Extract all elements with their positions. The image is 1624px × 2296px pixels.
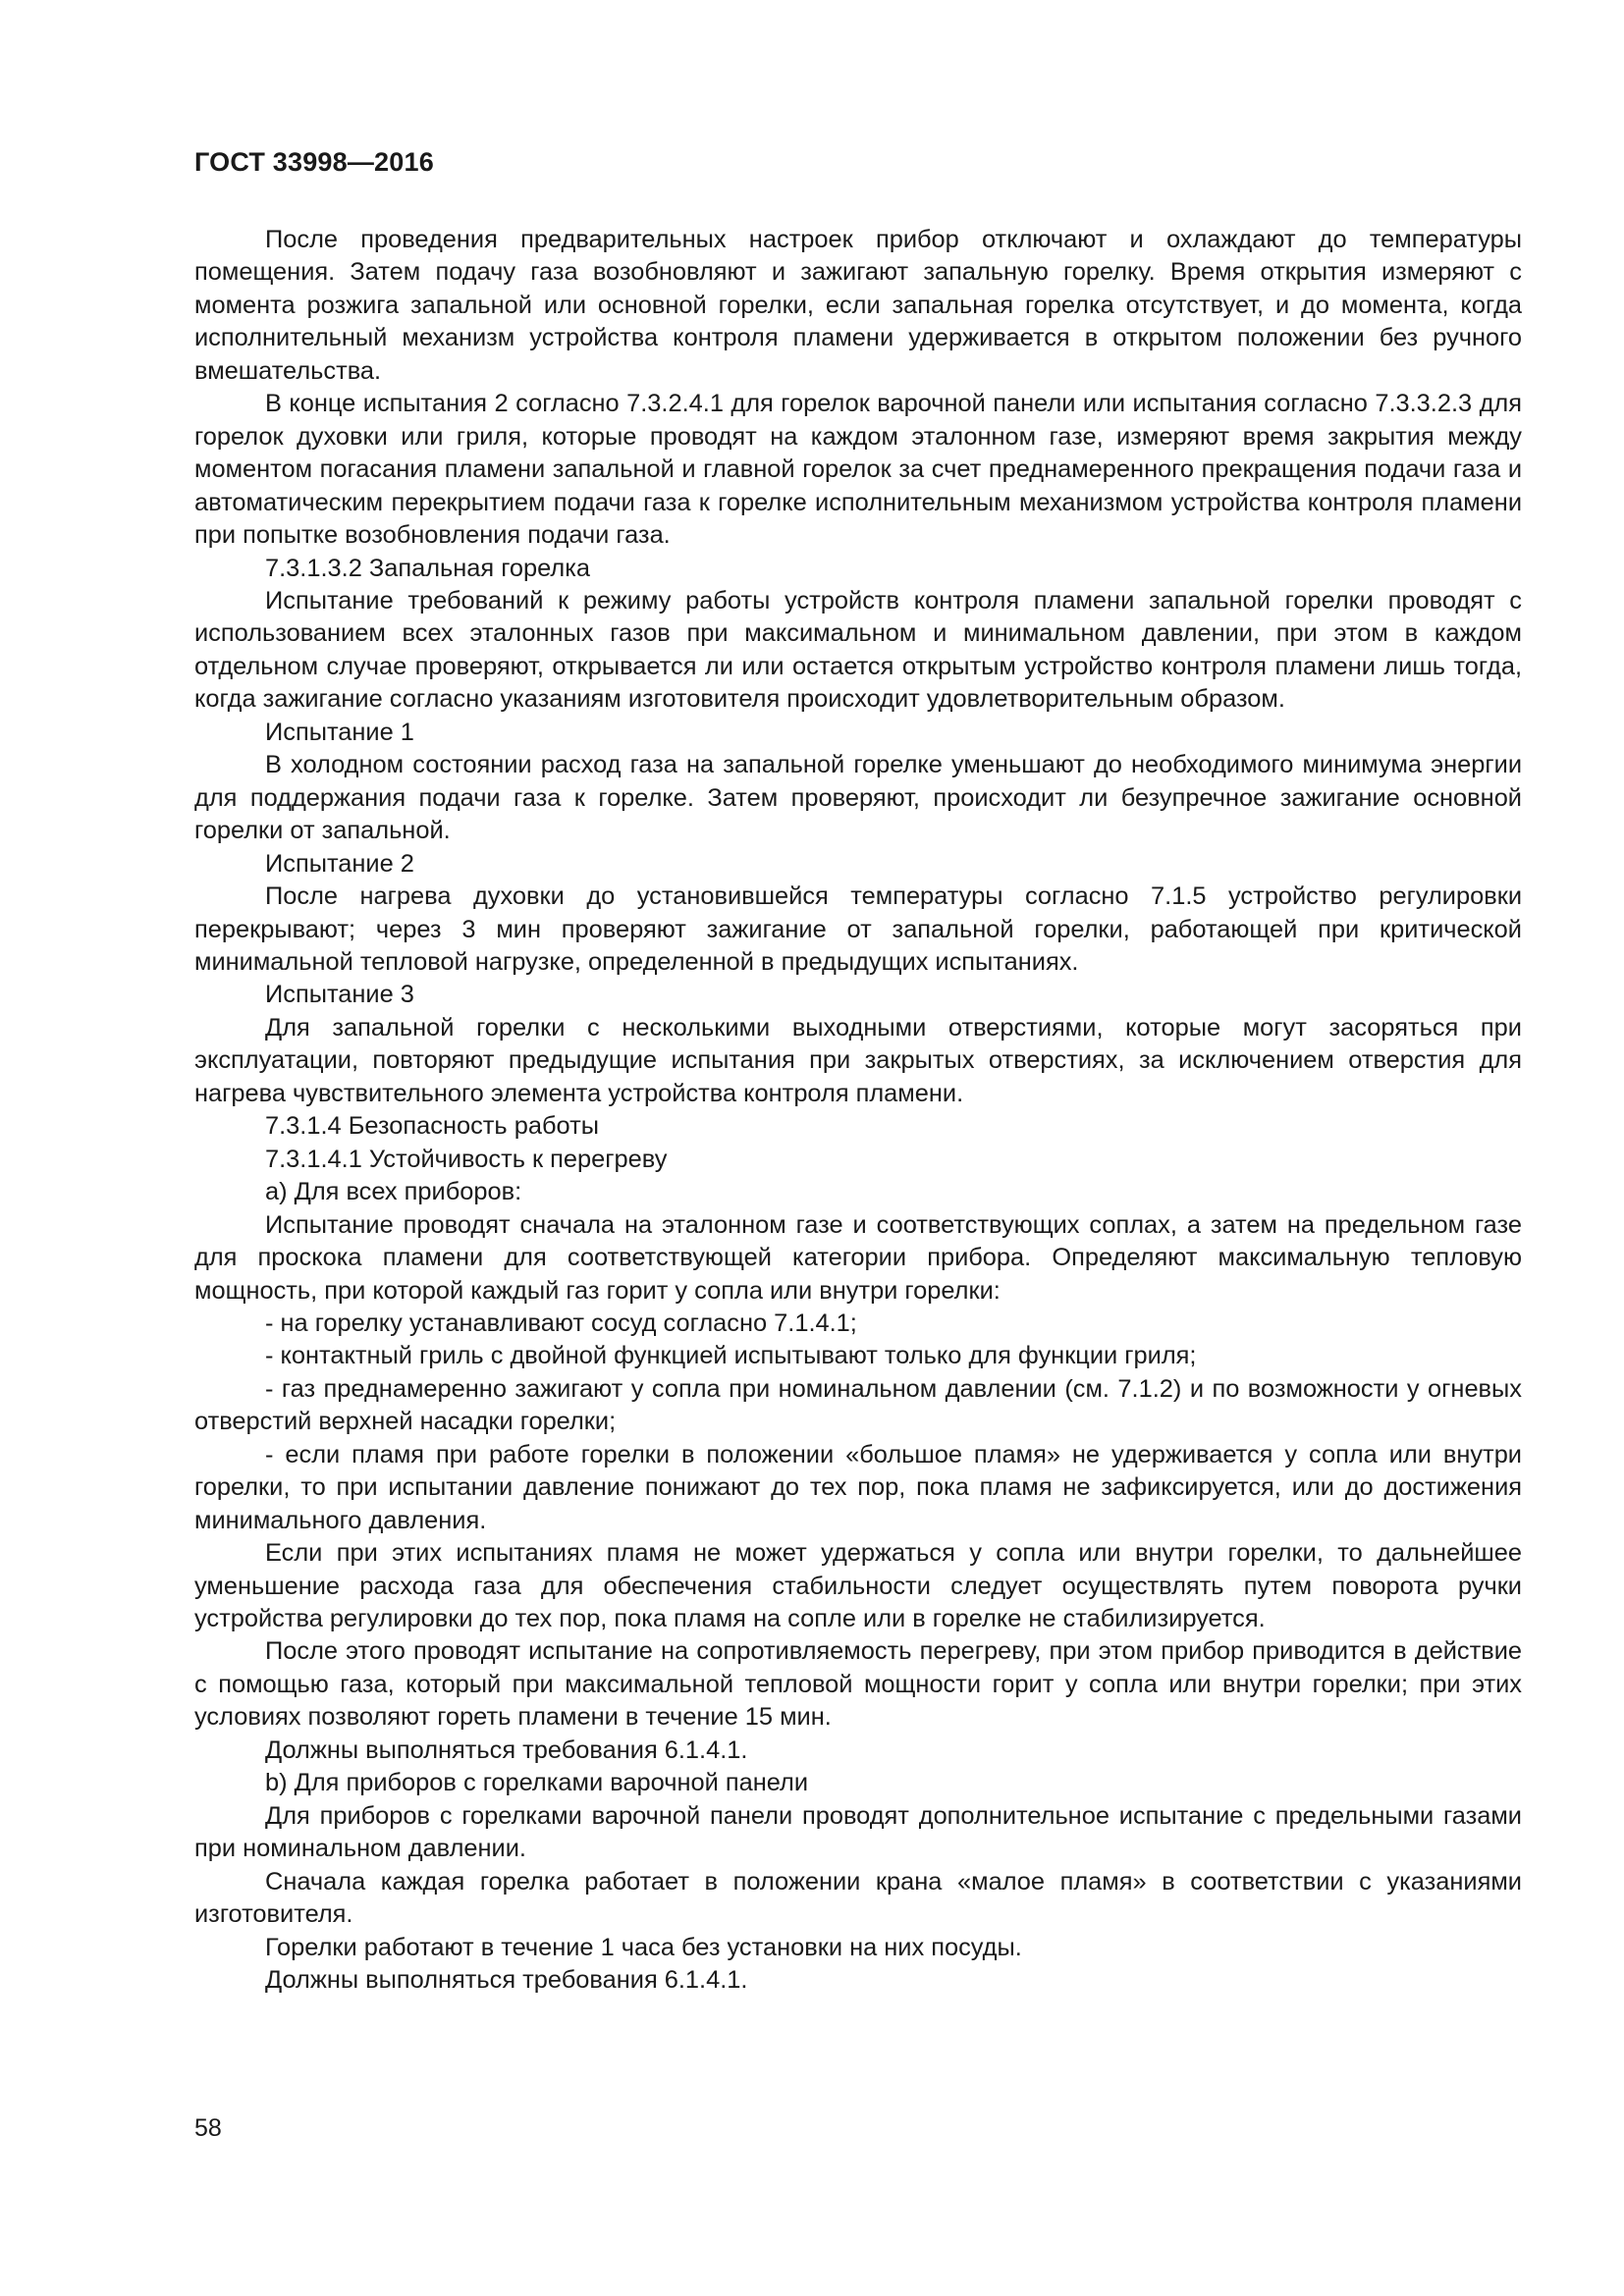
- list-item: - на горелку устанавливают сосуд согласно 7.1.4.1;: [265, 1308, 857, 1337]
- document-body: [194, 224, 1522, 1997]
- paragraph: После нагрева духовки до установившейся температуры согласно 7.1.5 устройство регулировки перекрывают; через 3 мин проверяют зажигание от запальной горелки, работающей при критической минимальной тепловой нагрузке, определенной в предыдущих испытаниях.: [194, 882, 1522, 976]
- subsection-heading: 7.3.1.4 Безопасность работы: [265, 1112, 599, 1141]
- page-number: 58: [194, 2114, 222, 2142]
- paragraph: Должны выполняться требования 6.1.4.1.: [265, 1735, 748, 1764]
- list-heading: b) Для приборов с горелками варочной панели: [265, 1769, 809, 1797]
- paragraph: Испытание требований к режиму работы устройств контроля пламени запальной горелки проводят с использованием всех эталонных газов при максимальном и минимальном давлении, при этом в каждом отдельном случае проверяют, открывается ли или остается открытым устройство контроля пламени лишь тогда, когда зажигание согласно указаниям изготовителя происходит удовлетворительным образом.: [194, 586, 1522, 714]
- list-item: - если пламя при работе горелки в положении «большое пламя» не удерживается у сопла или внутри горелки, то при испытании давление понижают до тех пор, пока пламя не зафиксируется, или до достижения минимального давления.: [194, 1440, 1522, 1534]
- paragraph: В холодном состоянии расход газа на запальной горелке уменьшают до необходимого минимума энергии для поддержания подачи газа к горелке. Затем проверяют, происходит ли безупречное зажигание основной горелки от запальной.: [194, 751, 1522, 845]
- list-item: - газ преднамеренно зажигают у сопла при номинальном давлении (см. 7.1.2) и по возможности у огневых отверстий верхней насадки горелки;: [194, 1374, 1522, 1436]
- list-item: - контактный гриль с двойной функцией испытывают только для функции гриля;: [265, 1342, 1197, 1370]
- paragraph: После этого проводят испытание на сопротивляемость перегреву, при этом прибор приводится в действие с помощью газа, который при максимальной тепловой мощности горит у сопла или внутри горелки; при этих условиях позволяют гореть пламени в течение 15 мин.: [194, 1637, 1522, 1732]
- subsection-heading: 7.3.1.4.1 Устойчивость к перегреву: [265, 1145, 668, 1173]
- document-code-header: ГОСТ 33998—2016: [194, 147, 434, 177]
- paragraph: Если при этих испытаниях пламя не может удержаться у сопла или внутри горелки, то дальнейшее уменьшение расхода газа для обеспечения стабильности следует осуществлять путем поворота ручки устройства регулировки до тех пор, пока пламя на сопле или в горелке не стабилизируется.: [194, 1539, 1522, 1633]
- test-heading: Испытание 2: [265, 849, 414, 878]
- paragraph: Для запальной горелки с несколькими выходными отверстиями, которые могут засоряться при эксплуатации, повторяют предыдущие испытания при закрытых отверстиях, за исключением отверстия для нагрева чувствительного элемента устройства контроля пламени.: [194, 1013, 1522, 1107]
- subsection-heading: 7.3.1.3.2 Запальная горелка: [265, 554, 591, 582]
- paragraph: Горелки работают в течение 1 часа без установки на них посуды.: [265, 1933, 1022, 1961]
- paragraph: Для приборов с горелками варочной панели проводят дополнительное испытание с предельными газами при номинальном давлении.: [194, 1801, 1522, 1863]
- paragraph: В конце испытания 2 согласно 7.3.2.4.1 для горелок варочной панели или испытания согласно 7.3.3.2.3 для горелок духовки или гриля, которые проводят на каждом эталонном газе, измеряют время закрытия между моментом погасания пламени запальной и главной горелок за счет преднамеренного прекращения подачи газа и автоматическим перекрытием подачи газа к горелке исполнительным механизмом устройства контроля пламени при попытке возобновления подачи газа.: [194, 390, 1522, 550]
- test-heading: Испытание 3: [265, 981, 414, 1009]
- paragraph: Сначала каждая горелка работает в положении крана «малое пламя» в соответствии с указаниями изготовителя.: [194, 1867, 1522, 1929]
- list-heading: a) Для всех приборов:: [265, 1178, 522, 1206]
- test-heading: Испытание 1: [265, 718, 414, 746]
- paragraph: Испытание проводят сначала на эталонном газе и соответствующих соплах, а затем на предельном газе для проскока пламени для соответствующей категории прибора. Определяют максимальную тепловую мощность, при которой каждый газ горит у сопла или внутри горелки:: [194, 1210, 1522, 1305]
- paragraph: Должны выполняться требования 6.1.4.1.: [265, 1966, 748, 1995]
- paragraph: После проведения предварительных настроек прибор отключают и охлаждают до температуры помещения. Затем подачу газа возобновляют и зажигают запальную горелку. Время открытия измеряют с момента розжига запальной или основной горелки, если запальная горелка отсутствует, и до момента, когда исполнительный механизм устройства контроля пламени удерживается в открытом положении без ручного вмешательства.: [194, 226, 1522, 385]
